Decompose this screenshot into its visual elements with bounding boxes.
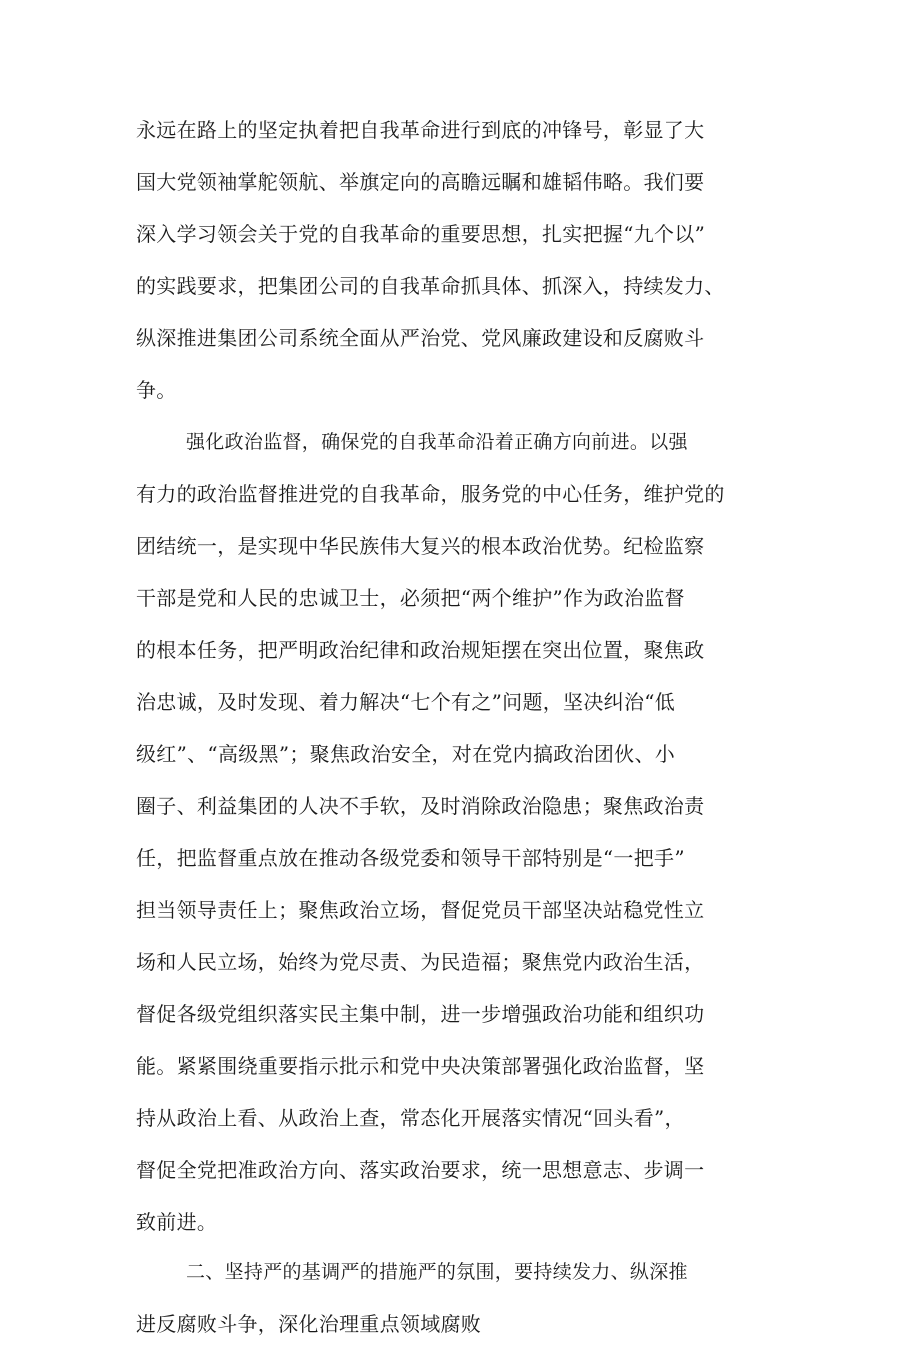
text-line-11: 的根本任务，把严明政治纪律和政治规矩摆在突出位置，聚焦政 [136, 638, 705, 662]
text-line-22: 致前进。 [136, 1210, 218, 1234]
text-line-24: 进反腐败斗争，深化治理重点领域腐败 [136, 1312, 482, 1336]
text-line-2: 国大党领袖掌舵领航、举旗定向的高瞻远瞩和雄韬伟略。我们要 [136, 170, 705, 194]
text-line-15: 任，把监督重点放在推动各级党委和领导干部特别是“一把手” [136, 846, 685, 870]
text-line-10: 干部是党和人民的忠诚卫士，必须把“两个维护”作为政治监督 [136, 586, 685, 610]
text-line-5: 纵深推进集团公司系统全面从严治党、党风廉政建设和反腐败斗 [136, 326, 705, 350]
text-line-8: 有力的政治监督推进党的自我革命，服务党的中心任务，维护党的 [136, 482, 725, 506]
text-line-19: 能。紧紧围绕重要指示批示和党中央决策部署强化政治监督，坚 [136, 1054, 705, 1078]
text-line-1: 永远在路上的坚定执着把自我革命进行到底的冲锋号，彰显了大 [136, 118, 705, 142]
text-line-7: 强化政治监督，确保党的自我革命沿着正确方向前进。以强 [186, 431, 688, 453]
text-line-6: 争。 [136, 378, 177, 402]
text-line-12: 治忠诚，及时发现、着力解决“七个有之”问题，坚决纠治“低 [136, 690, 676, 714]
text-line-14: 圈子、利益集团的人决不手软，及时消除政治隐患；聚焦政治责 [136, 794, 705, 818]
text-line-21: 督促全党把准政治方向、落实政治要求，统一思想意志、步调一 [136, 1158, 705, 1182]
text-line-16: 担当领导责任上；聚焦政治立场，督促党员干部坚决站稳党性立 [136, 898, 705, 922]
text-line-23: 二、坚持严的基调严的措施严的氛围，要持续发力、纵深推 [186, 1261, 688, 1283]
text-line-13: 级红”、“高级黑”；聚焦政治安全，对在党内搞政治团伙、小 [136, 742, 676, 766]
text-line-4: 的实践要求，把集团公司的自我革命抓具体、抓深入，持续发力、 [136, 274, 725, 298]
text-line-18: 督促各级党组织落实民主集中制，进一步增强政治功能和组织功 [136, 1002, 705, 1026]
text-line-9: 团结统一，是实现中华民族伟大复兴的根本政治优势。纪检监察 [136, 534, 705, 558]
text-line-20: 持从政治上看、从政治上查，常态化开展落实情况“回头看”， [136, 1106, 685, 1130]
text-line-17: 场和人民立场，始终为党尽责、为民造福；聚焦党内政治生活， [136, 950, 705, 974]
text-line-3: 深入学习领会关于党的自我革命的重要思想，扎实把握“九个以” [136, 222, 706, 246]
